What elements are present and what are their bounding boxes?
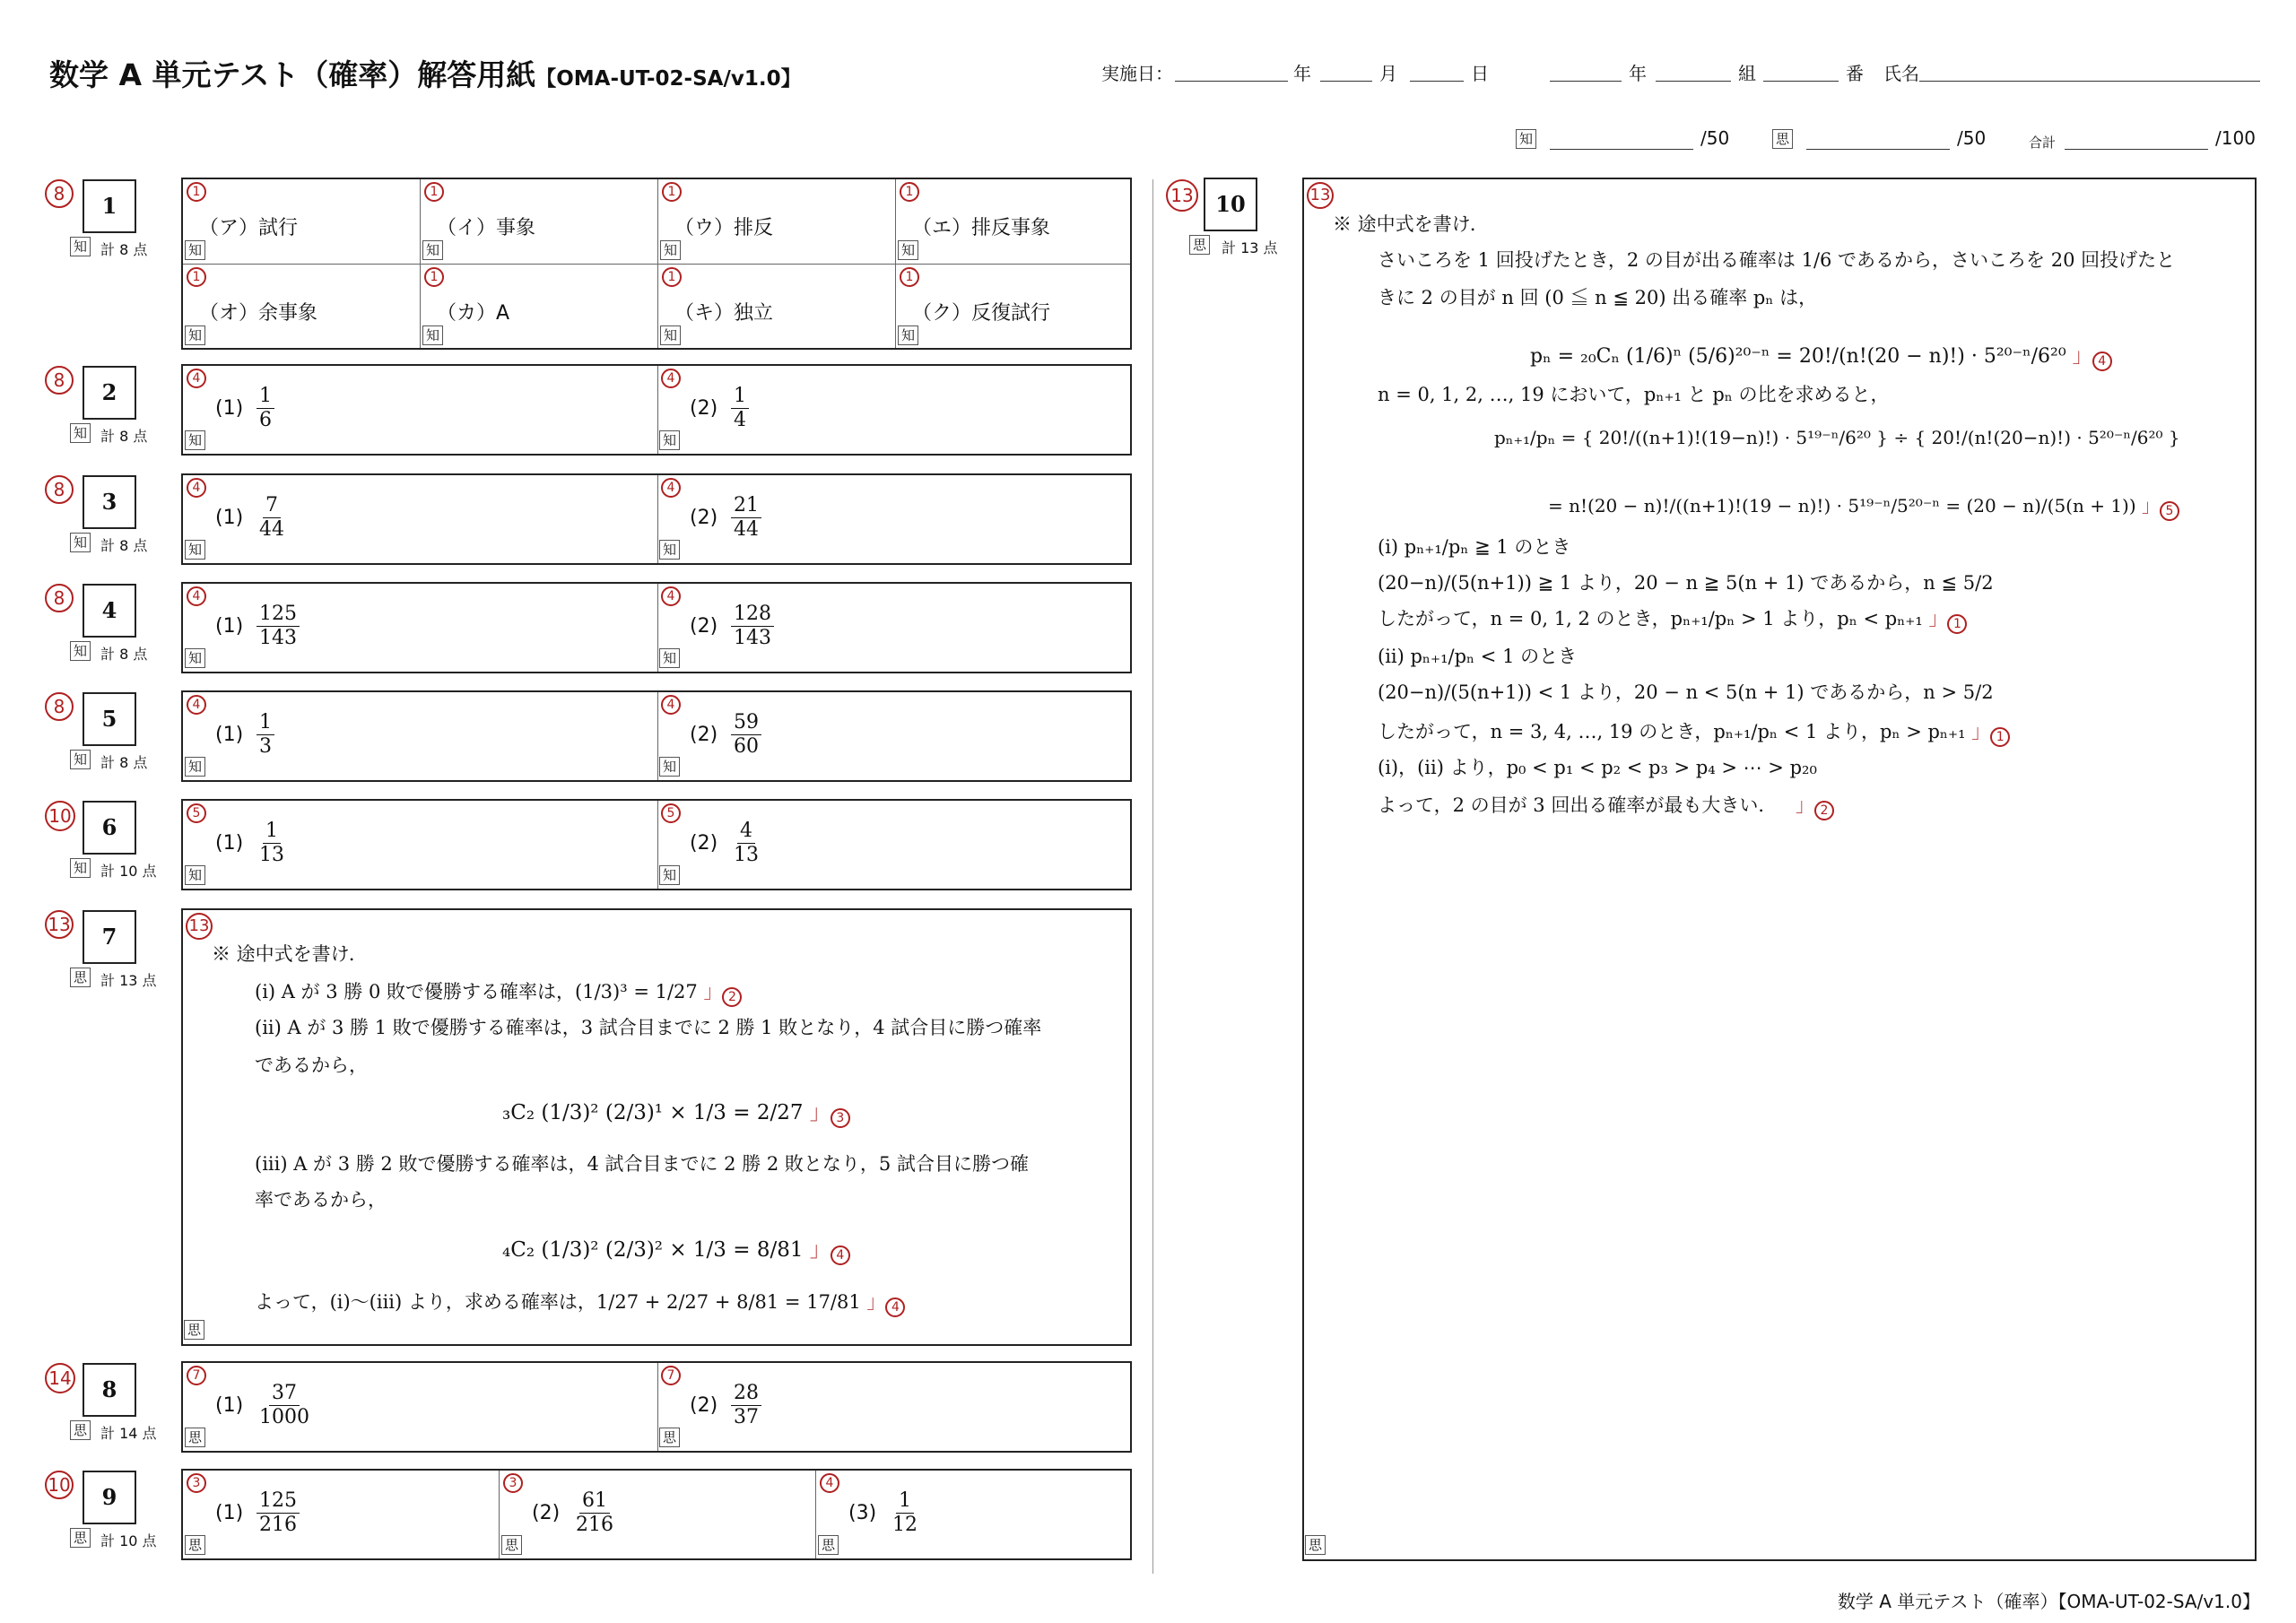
q6-cell-1[interactable] xyxy=(183,801,657,889)
score-chi-tag: 知 xyxy=(1516,129,1536,149)
date-year-label: 年 xyxy=(1293,63,1311,84)
date-label: 実施日： xyxy=(1101,63,1173,84)
q1-number: 1 xyxy=(83,179,136,233)
q8-cell-1[interactable] xyxy=(183,1363,657,1451)
q1-cell-8[interactable] xyxy=(896,265,1133,349)
q9-cell-2-answer xyxy=(573,1489,616,1537)
q5-number: 5 xyxy=(83,692,136,746)
q1-cell-4-text: （エ）排反事象 xyxy=(912,217,1051,239)
q8-cell-1-tag: 思 xyxy=(185,1428,205,1447)
score-shi-tag: 思 xyxy=(1772,129,1793,149)
q3-cell-2-answer xyxy=(731,494,761,542)
q4-cell-2-tag: 知 xyxy=(659,648,680,668)
q9-cell-3-numerator: 1 xyxy=(896,1489,914,1514)
q9-cell-1-denominator: 216 xyxy=(259,1514,297,1536)
q4-cell-1-denominator: 143 xyxy=(259,627,297,649)
q1-cell-2[interactable] xyxy=(421,179,657,264)
q7-line-4: ₃C₂ (1/3)² (2/3)¹ × 1/3 = 2/27 」 3 xyxy=(502,1096,850,1125)
q10-line-2: きに 2 の目が n 回 (0 ≦ n ≦ 20) 出る確率 pₙ は， xyxy=(1378,287,1818,308)
date-month-field[interactable] xyxy=(1320,81,1372,82)
q10-line-5: pₙ₊₁/pₙ = { 20!/((n+1)!(19−n)!) · 5¹⁹⁻ⁿ/6²⁰ } ÷ { 20!/(n!(20−n)!) · 5²⁰⁻ⁿ/6²⁰ } xyxy=(1494,427,2180,448)
q3-number: 3 xyxy=(83,475,136,529)
q6-cell-1-label: (1) xyxy=(215,832,244,855)
q7-line-8-text: よって，(i)〜(iii) より，求める確率は，1/27 + 2/27 + 8/81 = 17/81 xyxy=(255,1291,861,1313)
q8-cell-1-denominator: 1000 xyxy=(259,1406,309,1428)
score-chi-field[interactable] xyxy=(1550,149,1693,150)
q1-cell-6[interactable] xyxy=(421,265,657,349)
q10-points-circle: 13 xyxy=(1166,179,1198,212)
q3-cell-2-numerator: 21 xyxy=(731,494,761,518)
q8-cell-2-numerator: 28 xyxy=(731,1382,761,1406)
score-sum-total: /100 xyxy=(2215,127,2256,149)
q10-line-12: したがって，n = 3, 4, …, 19 のとき，pₙ₊₁/pₙ < 1 より，pₙ > pₙ₊₁ 」 1 xyxy=(1378,717,2010,744)
q8-cell-1-answer xyxy=(257,1382,312,1429)
q5-cell-2-label: (2) xyxy=(690,724,718,746)
q2-cell-1-denominator: 6 xyxy=(259,409,272,431)
q4-cell-2[interactable] xyxy=(657,584,1131,672)
q4-cell-2-answer xyxy=(731,603,774,650)
q6-cell-1-points: 5 xyxy=(187,803,206,823)
q10-line-7: (i) pₙ₊₁/pₙ ≧ 1 のとき xyxy=(1378,536,1571,558)
q8-points-label: 計 14 点 xyxy=(100,1425,157,1442)
q1-cell-5-points: 1 xyxy=(187,267,206,287)
q6-points-label: 計 10 点 xyxy=(100,863,157,880)
q7-line-8: よって，(i)〜(iii) より，求める確率は，1/27 + 2/27 + 8/81 = 17/81 」 4 xyxy=(255,1288,905,1315)
date-month-label: 月 xyxy=(1379,63,1397,84)
q10-line-11: (20−n)/(5(n+1)) < 1 より，20 − n < 5(n + 1) であるから，n > 5/2 xyxy=(1378,681,1994,703)
number-field[interactable] xyxy=(1763,81,1839,82)
q3-cell-1-points: 4 xyxy=(187,478,206,498)
q5-cell-1-numerator: 1 xyxy=(257,711,274,735)
q3-cell-2-denominator: 44 xyxy=(734,518,759,541)
q8-cell-2[interactable] xyxy=(657,1363,1131,1451)
q3-cell-1-label: (1) xyxy=(215,507,244,529)
q1-cell-1-tag: 知 xyxy=(185,240,205,260)
q1-cell-1-points: 1 xyxy=(187,182,206,202)
q7-instruction: ※ 途中式を書け． xyxy=(212,943,368,965)
q6-number: 6 xyxy=(83,801,136,855)
q8-cell-1-numerator: 37 xyxy=(269,1382,300,1406)
name-label: 氏名 xyxy=(1883,63,1919,84)
q6-points-circle: 10 xyxy=(45,801,75,831)
q2-cell-1-numerator: 1 xyxy=(257,385,274,409)
q9-cell-1-points: 3 xyxy=(187,1473,206,1493)
q5-cell-2-tag: 知 xyxy=(659,757,680,777)
q1-cell-3-tag: 知 xyxy=(660,240,681,260)
q5-points-circle: 8 xyxy=(45,692,74,721)
q2-cell-1-answer xyxy=(257,385,274,432)
q10-line-14: よって，2 の目が 3 回出る確率が最も大きい． 」 2 xyxy=(1378,791,1834,818)
q1-cell-8-tag: 知 xyxy=(898,325,918,345)
q9-cell-2-points: 3 xyxy=(503,1473,523,1493)
q6-cell-2[interactable] xyxy=(657,801,1131,889)
q7-line-2: (ii) A が 3 勝 1 敗で優勝する確率は，3 試合目までに 2 勝 1 敗となり，4 試合目に勝つ確率 xyxy=(255,1017,1042,1038)
q5-cell-1-answer xyxy=(257,711,274,759)
q4-cell-2-numerator: 128 xyxy=(731,603,774,627)
q4-cell-1-answer xyxy=(257,603,300,650)
q1-cell-3-points: 1 xyxy=(662,182,682,202)
q10-line-13: (i)，(ii) より，p₀ < p₁ < p₂ < p₃ > p₄ > ⋯ > p₂₀ xyxy=(1378,757,1817,778)
q10-points-label: 計 13 点 xyxy=(1222,239,1278,256)
q8-cell-2-label: (2) xyxy=(690,1394,718,1417)
class-label: 組 xyxy=(1738,63,1756,84)
q10-line-1: さいころを 1 回投げたとき，2 の目が出る確率は 1/6 であるから，さいころを 20 回投げたと xyxy=(1378,249,2176,271)
q7-line-4-text: ₃C₂ (1/3)² (2/3)¹ × 1/3 = 2/27 xyxy=(502,1101,804,1124)
q9-category-tag: 思 xyxy=(70,1528,91,1548)
q10-box-points: 13 xyxy=(1307,182,1334,209)
q9-cell-1-answer xyxy=(257,1489,300,1537)
score-sum-label: 合計 xyxy=(2029,135,2057,151)
grade-field[interactable] xyxy=(1550,81,1622,82)
q9-cell-3-answer xyxy=(890,1489,920,1537)
q7-box-points: 13 xyxy=(186,913,213,940)
q2-cell-2-label: (2) xyxy=(690,397,718,420)
q1-cell-7[interactable] xyxy=(658,265,895,349)
q2-cell-2[interactable] xyxy=(657,366,1131,454)
q6-cell-1-denominator: 13 xyxy=(259,844,284,866)
q1-cell-2-points: 1 xyxy=(424,182,444,202)
q1-cell-4[interactable] xyxy=(896,179,1133,264)
q9-cell-2-label: (2) xyxy=(532,1502,561,1524)
q10-line-4: n = 0, 1, 2, …, 19 において，pₙ₊₁ と pₙ の比を求めると， xyxy=(1378,384,1890,405)
q9-cell-1[interactable] xyxy=(183,1471,499,1558)
q7-mark-1: 2 xyxy=(722,987,742,1007)
score-shi-total: /50 xyxy=(1957,127,1987,149)
q9-cell-2-numerator: 61 xyxy=(579,1489,610,1514)
footer-text: 数学 A 単元テスト（確率）【OMA-UT-02-SA/v1.0】 xyxy=(1837,1591,2260,1612)
q6-cell-2-denominator: 13 xyxy=(734,844,759,866)
q3-category-tag: 知 xyxy=(70,533,91,552)
q2-cell-2-answer xyxy=(731,385,749,432)
class-field[interactable] xyxy=(1656,81,1731,82)
q2-category-tag: 知 xyxy=(70,423,91,443)
q2-cell-2-points: 4 xyxy=(661,369,681,388)
score-sum-field[interactable] xyxy=(2065,149,2208,150)
q5-cell-1-denominator: 3 xyxy=(259,735,272,758)
q6-cell-1-numerator: 1 xyxy=(263,820,281,844)
q10-number: 10 xyxy=(1204,178,1257,231)
q6-cell-2-answer xyxy=(731,820,761,867)
q7-mark-3: 4 xyxy=(831,1245,850,1265)
q10-mark-1: 4 xyxy=(2092,352,2112,371)
q10-mark-4: 1 xyxy=(1990,727,2010,747)
q1-cell-6-tag: 知 xyxy=(422,325,443,345)
q6-cell-2-tag: 知 xyxy=(659,865,680,885)
q2-cell-2-tag: 知 xyxy=(659,430,680,450)
page-title xyxy=(49,52,802,94)
q5-cell-2-denominator: 60 xyxy=(734,735,759,758)
q1-points-circle: 8 xyxy=(45,179,74,208)
q2-points-label: 計 8 点 xyxy=(100,428,148,445)
q7-line-7: ₄C₂ (1/3)² (2/3)² × 1/3 = 8/81 」 4 xyxy=(502,1233,850,1263)
number-label: 番 xyxy=(1846,63,1864,84)
q1-cell-7-points: 1 xyxy=(662,267,682,287)
q9-cell-3-points: 4 xyxy=(820,1473,839,1493)
q7-points-circle: 13 xyxy=(45,910,74,939)
q1-cell-8-points: 1 xyxy=(900,267,919,287)
q10-line-14-text: よって，2 の目が 3 回出る確率が最も大きい． xyxy=(1378,794,1778,816)
q10-mark-3: 1 xyxy=(1947,614,1967,634)
q4-points-label: 計 8 点 xyxy=(100,646,148,663)
q5-cell-2-answer xyxy=(731,711,761,759)
q9-points-label: 計 10 点 xyxy=(100,1532,157,1549)
q6-cell-1-answer xyxy=(257,820,287,867)
q4-number: 4 xyxy=(83,584,136,638)
q2-cell-1-label: (1) xyxy=(215,397,244,420)
q8-cell-1-points: 7 xyxy=(187,1366,206,1385)
q5-cell-1[interactable] xyxy=(183,692,657,780)
q7-points-label: 計 13 点 xyxy=(100,972,157,989)
q2-number: 2 xyxy=(83,366,136,420)
date-year-field[interactable] xyxy=(1175,81,1288,82)
title-code: 【OMA-UT-02-SA/v1.0】 xyxy=(535,67,802,91)
q8-cell-2-answer xyxy=(731,1382,761,1429)
q8-number: 8 xyxy=(83,1363,136,1417)
q1-cell-6-points: 1 xyxy=(424,267,444,287)
q1-cell-1-text: （ア）試行 xyxy=(199,217,299,239)
q10-box-tag: 思 xyxy=(1305,1535,1326,1555)
q1-category-tag: 知 xyxy=(70,237,91,256)
q1-cell-2-tag: 知 xyxy=(422,240,443,260)
q4-cell-2-label: (2) xyxy=(690,615,718,638)
q5-cell-1-points: 4 xyxy=(187,695,206,715)
q7-line-3: であるから， xyxy=(255,1055,368,1076)
q1-cell-3[interactable] xyxy=(658,179,895,264)
q10-line-9: したがって，n = 0, 1, 2 のとき，pₙ₊₁/pₙ > 1 より，pₙ < pₙ₊₁ 」 1 xyxy=(1378,604,1967,631)
q1-cell-7-tag: 知 xyxy=(660,325,681,345)
q10-line-6: = n!(20 − n)!/((n+1)!(19 − n)!) · 5¹⁹⁻ⁿ/5²⁰⁻ⁿ = (20 − n)/(5(n + 1)) 」 5 xyxy=(1548,491,2179,518)
q7-line-1: (i) A が 3 勝 0 敗で優勝する確率は，(1/3)³ = 1/27 」 2 xyxy=(255,977,742,1004)
q7-mark-2: 3 xyxy=(831,1108,850,1128)
title-text: 数学 A 単元テスト（確率）解答用紙 xyxy=(49,57,536,92)
q3-cell-1-answer xyxy=(257,494,287,542)
q7-mark-4: 4 xyxy=(885,1298,905,1317)
q5-cell-1-label: (1) xyxy=(215,724,244,746)
q7-category-tag: 思 xyxy=(70,968,91,987)
q4-cell-1-numerator: 125 xyxy=(257,603,300,627)
q7-line-5: (iii) A が 3 勝 2 敗で優勝する確率は，4 試合目までに 2 勝 2 敗となり，5 試合目に勝つ確 xyxy=(255,1153,1029,1175)
q9-cell-3-denominator: 12 xyxy=(892,1514,918,1536)
q8-cell-2-points: 7 xyxy=(661,1366,681,1385)
q6-category-tag: 知 xyxy=(70,858,91,878)
q5-cell-2-numerator: 59 xyxy=(731,711,761,735)
q7-number: 7 xyxy=(83,910,136,964)
q6-cell-1-tag: 知 xyxy=(185,865,205,885)
q9-cell-3-tag: 思 xyxy=(818,1535,839,1555)
q5-cell-2[interactable] xyxy=(657,692,1131,780)
name-field[interactable] xyxy=(1919,81,2260,82)
q6-cell-2-label: (2) xyxy=(690,832,718,855)
q9-cell-3[interactable] xyxy=(816,1471,1132,1558)
q4-points-circle: 8 xyxy=(45,584,74,612)
q2-cell-1[interactable] xyxy=(183,366,657,454)
q9-cell-1-numerator: 125 xyxy=(257,1489,300,1514)
q2-cell-2-numerator: 1 xyxy=(731,385,749,409)
q10-line-3: pₙ = ₂₀Cₙ (1/6)ⁿ (5/6)²⁰⁻ⁿ = 20!/(n!(20 − n)!) · 5²⁰⁻ⁿ/6²⁰ 」 4 xyxy=(1530,341,2112,369)
q1-cell-1[interactable] xyxy=(183,179,420,264)
q2-cell-1-points: 4 xyxy=(187,369,206,388)
q4-cell-2-denominator: 143 xyxy=(734,627,771,649)
score-chi-total: /50 xyxy=(1700,127,1730,149)
column-divider xyxy=(1152,179,1153,1574)
q3-points-label: 計 8 点 xyxy=(100,537,148,554)
q1-cell-4-tag: 知 xyxy=(898,240,918,260)
q1-cell-7-text: （キ）独立 xyxy=(674,302,774,325)
q3-cell-1[interactable] xyxy=(183,475,657,563)
q7-line-7-text: ₄C₂ (1/3)² (2/3)² × 1/3 = 8/81 xyxy=(502,1238,804,1262)
date-day-field[interactable] xyxy=(1410,81,1464,82)
q10-line-6-text: = n!(20 − n)!/((n+1)!(19 − n)!) · 5¹⁹⁻ⁿ/5²⁰⁻ⁿ = (20 − n)/(5(n + 1)) xyxy=(1548,495,2136,516)
q2-points-circle: 8 xyxy=(45,366,74,395)
q2-cell-1-tag: 知 xyxy=(185,430,205,450)
q4-cell-2-points: 4 xyxy=(661,586,681,606)
q10-line-9-text: したがって，n = 0, 1, 2 のとき，pₙ₊₁/pₙ > 1 より，pₙ < pₙ₊₁ xyxy=(1378,608,1923,629)
q3-cell-2[interactable] xyxy=(657,475,1131,563)
q10-line-3-text: pₙ = ₂₀Cₙ (1/6)ⁿ (5/6)²⁰⁻ⁿ = 20!/(n!(20 − n)!) · 5²⁰⁻ⁿ/6²⁰ xyxy=(1530,345,2066,368)
q7-line-6: 率であるから， xyxy=(255,1189,387,1211)
q9-cell-3-label: (3) xyxy=(848,1502,877,1524)
q3-cell-2-label: (2) xyxy=(690,507,718,529)
q4-cell-1-label: (1) xyxy=(215,615,244,638)
q3-points-circle: 8 xyxy=(45,475,74,504)
q3-cell-1-tag: 知 xyxy=(185,540,205,560)
q4-cell-1[interactable] xyxy=(183,584,657,672)
q1-cell-8-text: （ク）反復試行 xyxy=(912,302,1051,325)
q7-box-tag: 思 xyxy=(184,1320,204,1340)
q1-cell-4-points: 1 xyxy=(900,182,919,202)
q10-line-12-text: したがって，n = 3, 4, …, 19 のとき，pₙ₊₁/pₙ < 1 より，pₙ > pₙ₊₁ xyxy=(1378,721,1966,742)
q3-cell-2-tag: 知 xyxy=(659,540,680,560)
q6-cell-2-points: 5 xyxy=(661,803,681,823)
q9-cell-1-label: (1) xyxy=(215,1502,244,1524)
q3-cell-2-points: 4 xyxy=(661,478,681,498)
grade-label: 年 xyxy=(1629,63,1647,84)
q1-cell-5-text: （オ）余事象 xyxy=(199,302,318,325)
q1-cell-6-text: （カ）A xyxy=(437,302,510,325)
q3-cell-1-numerator: 7 xyxy=(263,494,281,518)
q9-cell-2-denominator: 216 xyxy=(576,1514,613,1536)
q1-cell-5[interactable] xyxy=(183,265,420,349)
q4-cell-1-points: 4 xyxy=(187,586,206,606)
q1-cell-3-text: （ウ）排反 xyxy=(674,217,774,239)
score-shi-field[interactable] xyxy=(1806,149,1950,150)
q8-category-tag: 思 xyxy=(70,1420,91,1440)
q10-mark-2: 5 xyxy=(2160,501,2179,521)
q4-cell-1-tag: 知 xyxy=(185,648,205,668)
q9-points-circle: 10 xyxy=(45,1471,74,1499)
q5-points-label: 計 8 点 xyxy=(100,754,148,771)
q8-points-circle: 14 xyxy=(45,1363,75,1393)
q10-line-10: (ii) pₙ₊₁/pₙ < 1 のとき xyxy=(1378,646,1578,667)
q10-mark-5: 2 xyxy=(1814,801,1834,820)
q7-line-1-text: (i) A が 3 勝 0 敗で優勝する確率は，(1/3)³ = 1/27 xyxy=(255,981,698,1002)
q3-cell-1-denominator: 44 xyxy=(259,518,284,541)
q5-cell-1-tag: 知 xyxy=(185,757,205,777)
q9-cell-2[interactable] xyxy=(500,1471,815,1558)
q1-cell-2-text: （イ）事象 xyxy=(437,217,536,239)
q5-cell-2-points: 4 xyxy=(661,695,681,715)
q10-category-tag: 思 xyxy=(1189,235,1210,255)
q10-instruction: ※ 途中式を書け． xyxy=(1333,213,1489,235)
q10-line-8: (20−n)/(5(n+1)) ≧ 1 より，20 − n ≧ 5(n + 1) であるから，n ≦ 5/2 xyxy=(1378,572,1994,594)
q9-number: 9 xyxy=(83,1471,136,1524)
q1-cell-5-tag: 知 xyxy=(185,325,205,345)
q1-points-label: 計 8 点 xyxy=(100,241,148,258)
date-day-label: 日 xyxy=(1471,63,1489,84)
q4-category-tag: 知 xyxy=(70,641,91,661)
q9-cell-2-tag: 思 xyxy=(501,1535,522,1555)
q5-category-tag: 知 xyxy=(70,750,91,769)
q8-cell-2-tag: 思 xyxy=(659,1428,680,1447)
q8-cell-2-denominator: 37 xyxy=(734,1406,759,1428)
q2-cell-2-denominator: 4 xyxy=(734,409,746,431)
q7-answer-box xyxy=(181,908,1132,1346)
q8-cell-1-label: (1) xyxy=(215,1394,244,1417)
q6-cell-2-numerator: 4 xyxy=(737,820,755,844)
q9-cell-1-tag: 思 xyxy=(185,1535,205,1555)
